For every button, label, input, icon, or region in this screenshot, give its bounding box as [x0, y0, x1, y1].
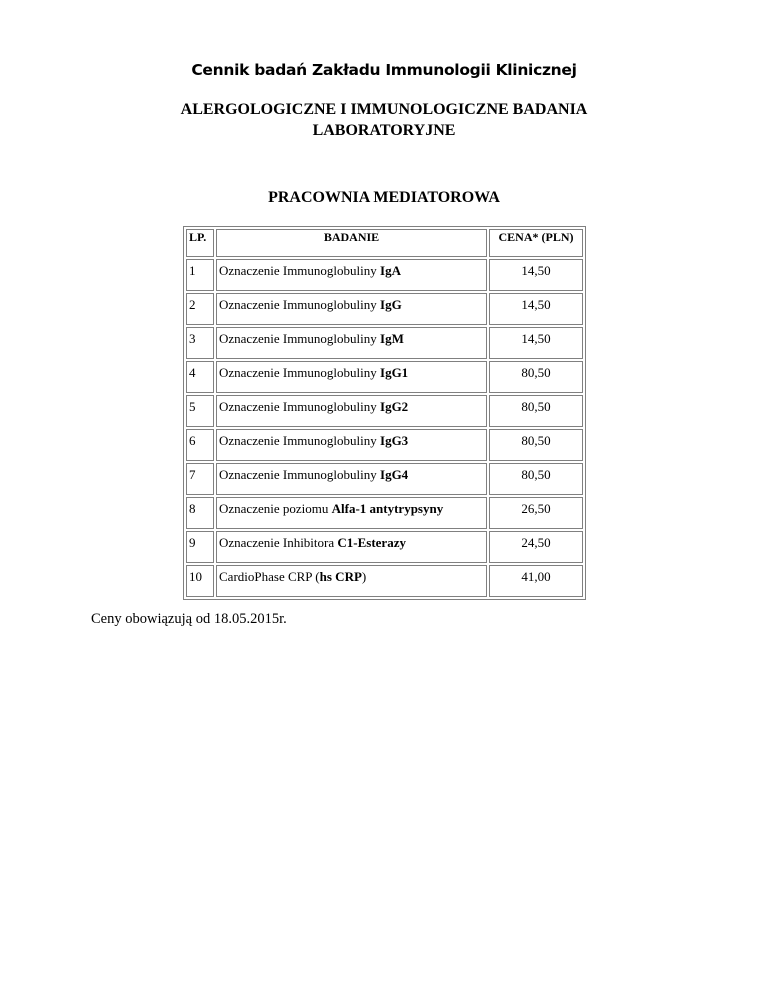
cell-lp: 5	[186, 395, 214, 427]
badanie-prefix: Oznaczenie Immunoglobuliny	[219, 399, 381, 414]
badanie-prefix: Oznaczenie Immunoglobuliny	[219, 365, 381, 380]
cell-badanie	[216, 395, 487, 427]
badanie-bold: IgA	[380, 263, 401, 278]
table-body	[186, 259, 583, 597]
cell-badanie	[216, 497, 487, 529]
cell-lp: 3	[186, 327, 214, 359]
section-title-line1: ALERGOLOGICZNE I IMMUNOLOGICZNE BADANIA	[180, 101, 588, 118]
cell-cena: 80,50	[489, 361, 583, 393]
badanie-bold: IgG1	[380, 365, 409, 380]
cell-badanie	[216, 531, 487, 563]
badanie-prefix: Oznaczenie Immunoglobuliny	[219, 433, 381, 448]
cell-badanie	[216, 429, 487, 461]
table-row	[186, 395, 583, 427]
header-badanie: BADANIE	[216, 229, 487, 257]
table-row	[186, 361, 583, 393]
cell-lp: 1	[186, 259, 214, 291]
cell-badanie	[216, 327, 487, 359]
cell-badanie	[216, 293, 487, 325]
badanie-bold: C1-Esterazy	[337, 535, 406, 550]
cell-cena: 14,50	[489, 259, 583, 291]
footer-note: Ceny obowiązują od 18.05.2015r.	[91, 611, 287, 627]
cell-lp: 7	[186, 463, 214, 495]
cell-lp: 6	[186, 429, 214, 461]
badanie-bold: IgG2	[380, 399, 409, 414]
table-row	[186, 497, 583, 529]
cell-cena: 26,50	[489, 497, 583, 529]
subsection-title: PRACOWNIA MEDIATOROWA	[268, 189, 500, 206]
table-row	[186, 463, 583, 495]
badanie-prefix: Oznaczenie Immunoglobuliny	[219, 263, 381, 278]
table-row	[186, 429, 583, 461]
table-row	[186, 259, 583, 291]
cell-badanie	[216, 565, 487, 597]
table-row	[186, 565, 583, 597]
badanie-bold: IgM	[380, 331, 404, 346]
badanie-prefix: Oznaczenie Immunoglobuliny	[219, 297, 381, 312]
badanie-prefix: Oznaczenie poziomu	[219, 501, 332, 516]
cell-lp: 8	[186, 497, 214, 529]
badanie-prefix: Oznaczenie Immunoglobuliny	[219, 467, 381, 482]
cell-cena: 14,50	[489, 327, 583, 359]
cell-cena: 14,50	[489, 293, 583, 325]
table-header-row	[186, 229, 583, 257]
cell-badanie	[216, 259, 487, 291]
cell-cena: 80,50	[489, 463, 583, 495]
document-title: Cennik badań Zakładu Immunologii Klinicznej	[191, 61, 577, 79]
cell-badanie	[216, 463, 487, 495]
price-table	[183, 226, 586, 600]
badanie-bold: Alfa-1 antytrypsyny	[331, 501, 444, 516]
header-lp: LP.	[186, 229, 214, 257]
cell-lp: 4	[186, 361, 214, 393]
cell-cena: 80,50	[489, 395, 583, 427]
header-cena: CENA* (PLN)	[489, 229, 583, 257]
cell-cena: 80,50	[489, 429, 583, 461]
badanie-prefix: CardioPhase CRP (	[219, 569, 320, 584]
cell-lp: 2	[186, 293, 214, 325]
cell-lp: 9	[186, 531, 214, 563]
cell-lp: 10	[186, 565, 214, 597]
badanie-bold: IgG4	[380, 467, 409, 482]
section-title	[0, 99, 768, 141]
cell-badanie	[216, 361, 487, 393]
badanie-prefix: Oznaczenie Inhibitora	[219, 535, 338, 550]
cell-cena: 41,00	[489, 565, 583, 597]
badanie-suffix: )	[361, 569, 367, 584]
badanie-bold: IgG3	[380, 433, 409, 448]
badanie-prefix: Oznaczenie Immunoglobuliny	[219, 331, 381, 346]
section-title-line2: LABORATORYJNE	[312, 122, 456, 139]
table-row	[186, 327, 583, 359]
table-row	[186, 293, 583, 325]
table-row	[186, 531, 583, 563]
badanie-bold: hs CRP	[319, 569, 362, 584]
badanie-bold: IgG	[380, 297, 402, 312]
cell-cena: 24,50	[489, 531, 583, 563]
